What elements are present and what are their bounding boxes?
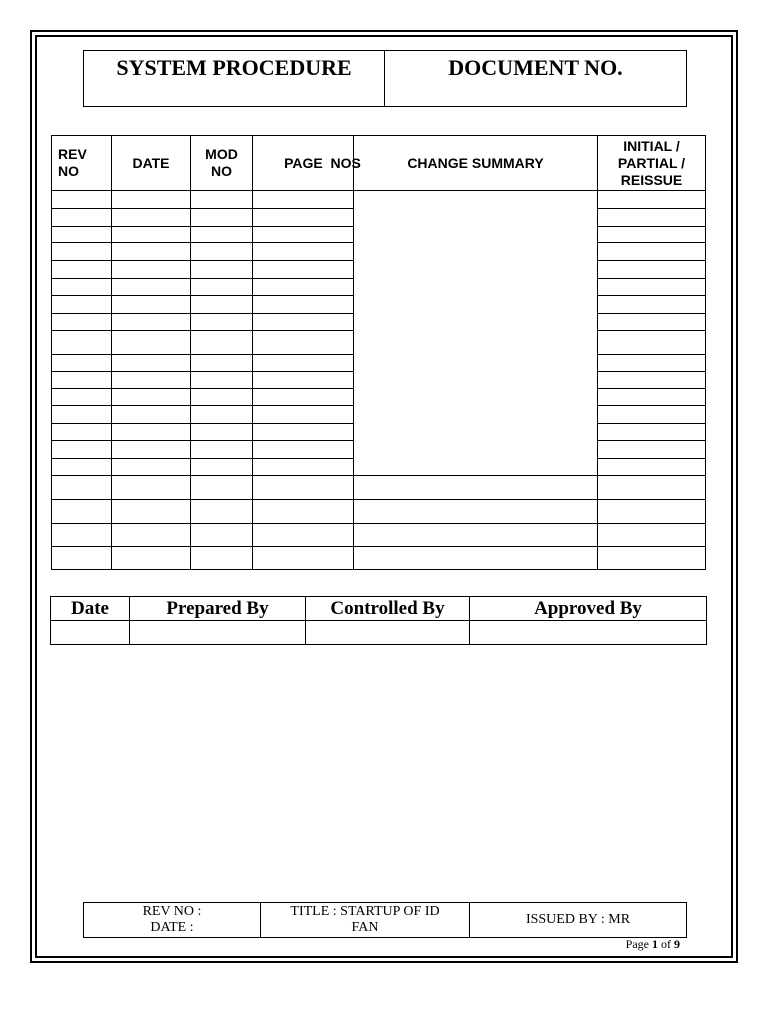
revision-cell [253,314,354,331]
revision-cell [598,372,706,389]
revision-cell [191,314,253,331]
revision-cell [598,424,706,441]
col-mod-no-line1: MOD [205,146,238,162]
revision-cell [52,476,112,500]
revision-cell [191,524,253,547]
change-summary-cell [354,500,598,524]
page-of: of [661,937,671,951]
approval-approved-by-header: Approved By [470,597,707,621]
footer-rev-no: REV NO : [142,904,202,919]
revision-cell [253,441,354,459]
page-current: 1 [652,937,658,951]
revision-cell [112,314,191,331]
revision-cell [598,191,706,209]
revision-cell [52,261,112,279]
revision-cell [191,261,253,279]
col-mod-no-line2: NO [211,163,232,179]
revision-table [51,135,706,570]
footer-title [261,903,470,938]
revision-cell [52,227,112,243]
revision-cell [191,389,253,406]
header-document-no: DOCUMENT NO. [385,51,687,107]
revision-cell [52,441,112,459]
revision-cell [52,500,112,524]
col-rev-no-line1: REV [58,146,87,162]
revision-cell [191,209,253,227]
change-summary-cell [354,547,598,570]
footer-date: DATE : [150,920,194,935]
revision-cell [52,389,112,406]
col-rev-no-line2: NO [58,163,79,179]
revision-cell [191,406,253,424]
approval-date-header: Date [51,597,130,621]
revision-cell [253,355,354,372]
revision-cell [598,279,706,296]
revision-cell [191,279,253,296]
revision-cell [191,459,253,476]
revision-cell [253,424,354,441]
revision-cell [52,547,112,570]
revision-cell [191,331,253,355]
revision-cell [112,209,191,227]
revision-cell [112,389,191,406]
revision-cell [52,424,112,441]
revision-cell [598,500,706,524]
revision-cell [112,191,191,209]
header-title: SYSTEM PROCEDURE [84,51,385,107]
approval-approved-by-cell [470,621,707,645]
revision-cell [52,372,112,389]
revision-cell [191,424,253,441]
revision-cell [598,524,706,547]
revision-cell [52,459,112,476]
revision-cell [253,243,354,261]
revision-cell [112,524,191,547]
revision-cell [598,314,706,331]
revision-cell [598,441,706,459]
revision-cell [253,524,354,547]
revision-cell [253,296,354,314]
revision-cell [253,209,354,227]
revision-cell [253,279,354,296]
col-change-summary [354,136,598,191]
revision-cell [52,331,112,355]
revision-cell [191,441,253,459]
revision-cell [598,261,706,279]
footer-title-line2: FAN [351,920,379,935]
revision-cell [253,227,354,243]
footer-issued-by: ISSUED BY : MR [470,903,687,938]
revision-cell [191,243,253,261]
revision-cell [112,227,191,243]
revision-cell [112,459,191,476]
revision-cell [112,296,191,314]
change-summary-cell [354,524,598,547]
revision-cell [112,424,191,441]
col-page-nos-label: PAGE NOS [284,154,361,171]
revision-cell [52,355,112,372]
revision-cell [52,406,112,424]
revision-cell [112,476,191,500]
page-total: 9 [674,937,680,951]
col-change-summary-label: CHANGE SUMMARY [407,154,544,171]
revision-cell [191,227,253,243]
revision-cell [598,406,706,424]
revision-cell [191,547,253,570]
revision-cell [112,243,191,261]
col-issue-type [598,136,706,191]
revision-cell [52,296,112,314]
change-summary-cell [354,191,598,476]
revision-cell [253,261,354,279]
revision-cell [253,500,354,524]
approval-controlled-by-cell [306,621,470,645]
approval-table [50,596,707,645]
page-number [626,937,680,952]
revision-cell [112,441,191,459]
revision-cell [52,279,112,296]
revision-cell [598,547,706,570]
revision-cell [191,372,253,389]
revision-table-body [52,191,706,570]
revision-cell [112,500,191,524]
col-issue-line2: PARTIAL / [617,154,686,171]
revision-cell [52,243,112,261]
revision-cell [598,243,706,261]
revision-cell [253,191,354,209]
revision-cell [112,355,191,372]
revision-cell [598,227,706,243]
revision-row [52,500,706,524]
col-page-nos [253,136,361,191]
revision-cell [253,389,354,406]
revision-cell [52,524,112,547]
revision-cell [191,476,253,500]
revision-cell [253,547,354,570]
revision-cell [253,372,354,389]
revision-cell [112,547,191,570]
revision-cell [52,191,112,209]
revision-cell [191,500,253,524]
revision-cell [598,355,706,372]
col-issue-line3: REISSUE [620,171,683,188]
revision-cell [52,314,112,331]
revision-cell [598,476,706,500]
revision-cell [191,355,253,372]
revision-cell [112,372,191,389]
change-summary-cell [354,476,598,500]
document-header [83,50,687,107]
approval-prepared-by-cell [130,621,306,645]
revision-cell [253,476,354,500]
revision-cell [52,209,112,227]
revision-cell [598,389,706,406]
revision-cell [598,209,706,227]
footer-rev-date [84,903,261,938]
revision-cell [253,406,354,424]
revision-row [52,547,706,570]
revision-cell [191,296,253,314]
col-date-label: DATE [132,154,170,171]
revision-cell [253,331,354,355]
col-issue-line1: INITIAL / [623,137,680,154]
revision-row [52,476,706,500]
revision-cell [112,261,191,279]
revision-cell [112,279,191,296]
revision-row [52,524,706,547]
revision-cell [191,191,253,209]
page-prefix: Page [625,937,649,951]
revision-row [52,191,706,209]
revision-cell [598,459,706,476]
footer-table [83,902,687,938]
col-mod-no [191,136,253,191]
col-date [112,136,191,191]
approval-date-cell [51,621,130,645]
footer-title-line1: TITLE : STARTUP OF ID [290,904,440,919]
approval-controlled-by-header: Controlled By [306,597,470,621]
approval-prepared-by-header: Prepared By [130,597,306,621]
revision-cell [112,406,191,424]
revision-cell [112,331,191,355]
revision-cell [598,331,706,355]
revision-cell [253,459,354,476]
revision-cell [598,296,706,314]
col-rev-no [52,136,112,191]
